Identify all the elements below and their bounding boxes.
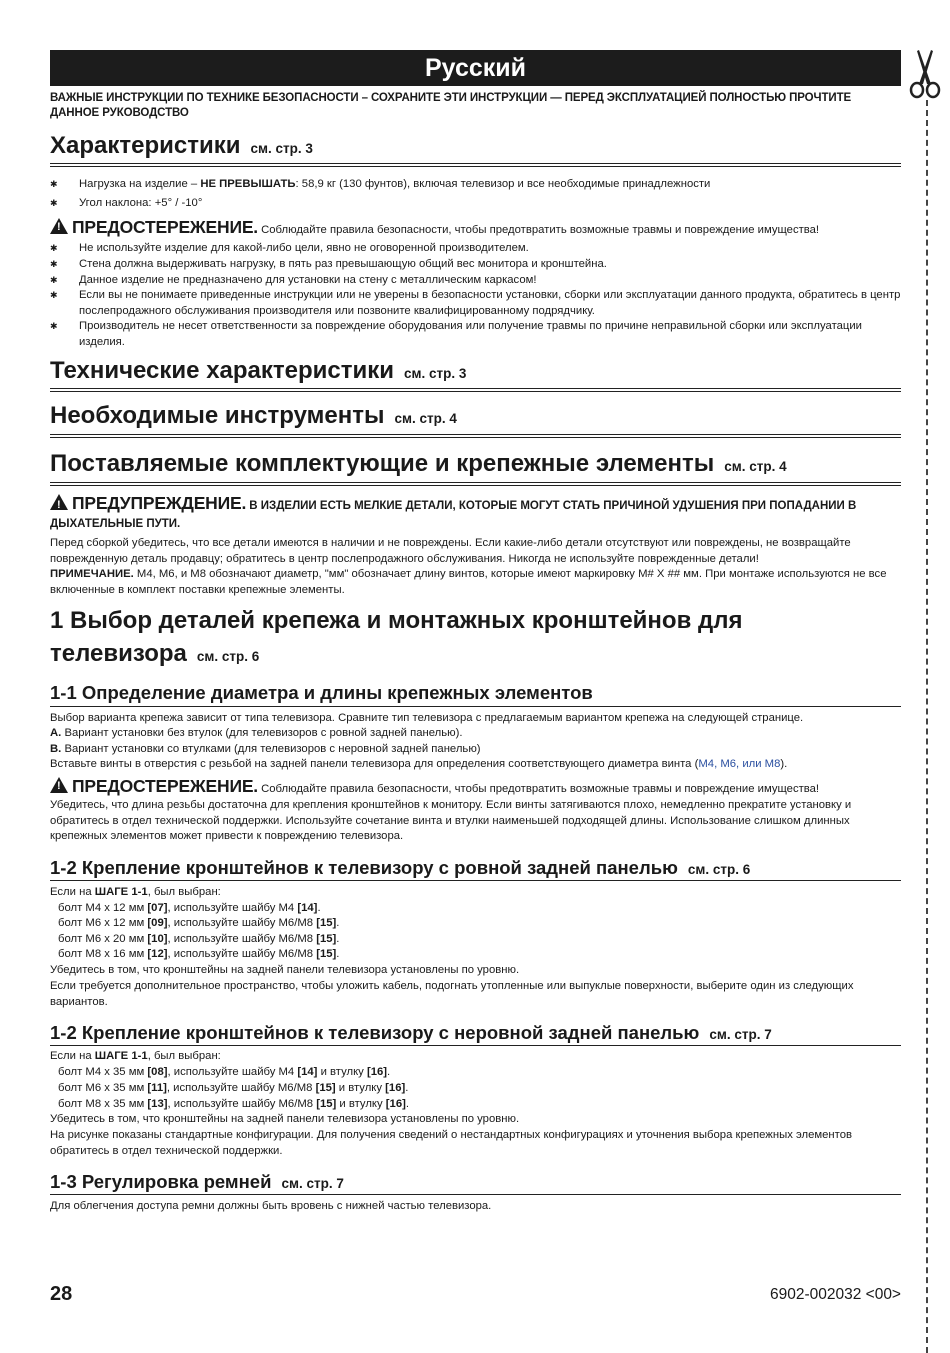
page-ref: см. стр. 4 — [394, 411, 457, 426]
row-end: . — [336, 933, 340, 945]
caution-heading — [50, 218, 901, 239]
document-code: 6902-002032 <00> — [769, 1286, 901, 1303]
if-prefix: Если на — [50, 1050, 95, 1062]
list-item — [50, 288, 901, 319]
bolt-text: болт M6 x 12 мм — [58, 917, 148, 929]
note-block — [50, 567, 901, 598]
option-a-label: A. — [50, 727, 62, 739]
tilt-text: Угол наклона: +5° / -10° — [79, 197, 203, 209]
part-number: [10] — [147, 933, 168, 945]
washer-text: , используйте шайбу M6/M8 — [167, 933, 317, 945]
scissors-icon — [905, 48, 945, 100]
row-end: . — [405, 1098, 410, 1110]
load-bold: НЕ ПРЕВЫШАТЬ — [200, 178, 296, 190]
caution-item: Не используйте изделие для какой-либо цели, явно не оговоренной производителем. — [79, 242, 529, 254]
page-ref: см. стр. 6 — [196, 649, 260, 664]
page-ref: см. стр. 6 — [687, 862, 751, 877]
warning-icon — [50, 218, 68, 234]
list-item — [50, 273, 901, 289]
step1-3-title: 1-3 Регулировка ремней — [50, 1171, 272, 1192]
step1-2a-heading — [50, 857, 901, 881]
bolt-row — [58, 947, 909, 963]
load-prefix: Нагрузка на изделие – — [79, 178, 201, 190]
page-ref: см. стр. 4 — [724, 459, 787, 474]
tools-title: Необходимые инструменты — [50, 402, 385, 429]
list-item — [50, 319, 901, 350]
caution-text: Соблюдайте правила безопасности, чтобы предотвратить возможные травмы и повреждение имущества! — [261, 783, 820, 795]
features-title: Характеристики — [50, 132, 241, 159]
part-number: [13] — [147, 1098, 168, 1110]
option-b-label: B. — [50, 743, 62, 755]
heading-rule — [50, 1045, 901, 1046]
diameter-options: M4, M6, или M8 — [698, 758, 781, 770]
if-prefix: Если на — [50, 886, 95, 898]
row-end: . — [405, 1082, 409, 1094]
spacer-text: и втулку — [335, 1082, 386, 1094]
page-ref: см. стр. 7 — [709, 1027, 772, 1042]
language-banner: Русский — [50, 50, 901, 86]
bullet-icon: ✱ — [50, 179, 58, 189]
part-number: [16] — [385, 1098, 406, 1110]
if-suffix: , был выбран: — [147, 1050, 221, 1062]
insert-instruction — [50, 757, 901, 773]
caution-label: ПРЕДОСТЕРЕЖЕНИЕ. — [72, 217, 258, 237]
page-number: 28 — [50, 1283, 73, 1305]
washer-text: , используйте шайбу M6/M8 — [167, 948, 317, 960]
bolt-text: болт M4 x 12 мм — [58, 902, 148, 914]
option-a — [50, 726, 901, 742]
list-item — [50, 196, 901, 212]
part-number: [16] — [366, 1066, 388, 1078]
caution-item: Если вы не понимаете приведенные инструкции или не уверены в безопасности установки, сборки или эксплуатации данного продукта, обратитесь в центр послепродажного обслуживания производителя или позвоните квалифицированному подрядчику. — [79, 289, 901, 317]
if-suffix: , был выбран: — [147, 886, 221, 898]
part-number: [14] — [297, 902, 318, 914]
note-text: M4, M6, и M8 обозначают диаметр, "мм" обозначает длину винтов, которые имеют маркировку M# X ## мм. При монтаже используются не все включенные в комплект поставки крепежные элементы. — [50, 568, 887, 596]
step1-2b-title: 1-2 Крепление кронштейнов к телевизору с неровной задней панелью — [50, 1022, 700, 1043]
part-number: [15] — [316, 917, 337, 929]
step1-1-heading: 1-1 Определение диаметра и длины крепежных элементов — [50, 682, 593, 703]
step1-2a-title: 1-2 Крепление кронштейнов к телевизору с ровной задней панелью — [50, 857, 678, 878]
step1-title-line2: телевизора — [50, 640, 187, 667]
part-number: [11] — [147, 1082, 167, 1094]
part-number: [08] — [147, 1066, 168, 1078]
warning-icon — [50, 494, 68, 510]
step1-1-intro: Выбор варианта крепежа зависит от типа телевизора. Сравните тип телевизора с предлагаемым вариантом крепежа на следующей странице. — [50, 712, 804, 724]
if-selected — [50, 1049, 901, 1065]
row-end: . — [336, 917, 340, 929]
spacer-text: и втулку — [317, 1066, 367, 1078]
bolt-text: болт M8 x 35 мм — [58, 1098, 148, 1110]
bullet-icon: ✱ — [50, 243, 58, 253]
list-item — [50, 177, 901, 193]
row-end: . — [387, 1066, 391, 1078]
tools-heading — [50, 402, 901, 433]
step1-heading — [50, 604, 901, 673]
bullet-icon: ✱ — [50, 290, 58, 300]
heading-rule — [50, 706, 901, 707]
part-number: [15] — [315, 1082, 336, 1094]
bolt-text: болт M6 x 35 мм — [58, 1082, 148, 1094]
step1-3-heading — [50, 1171, 901, 1195]
step-ref: ШАГЕ 1-1 — [94, 886, 148, 898]
warning-text: В ИЗДЕЛИИ ЕСТЬ МЕЛКИЕ ДЕТАЛИ, КОТОРЫЕ МОГУТ СТАТЬ ПРИЧИНОЙ УДУШЕНИЯ ПРИ ПОПАДАНИИ В ДЫХАТЕЛЬНЫЕ ПУТИ. — [50, 500, 857, 530]
bullet-icon: ✱ — [50, 198, 58, 208]
bolt-text: болт M6 x 20 мм — [58, 933, 148, 945]
insert-end: ). — [780, 758, 788, 770]
part-number: [09] — [147, 917, 168, 929]
part-number: [16] — [385, 1082, 406, 1094]
strap-note: Для облегчения доступа ремни должны быть вровень с нижней частью телевизора. — [50, 1200, 492, 1212]
warning-block — [50, 494, 901, 533]
washer-text: , используйте шайбу M6/M8 — [167, 1098, 317, 1110]
bolt-row — [58, 901, 909, 917]
part-number: [14] — [297, 1066, 318, 1078]
caution-heading — [50, 777, 901, 798]
washer-text: , используйте шайбу M4 — [167, 902, 298, 914]
spacer-text: и втулку — [336, 1098, 386, 1110]
part-number: [12] — [147, 948, 168, 960]
page-ref: см. стр. 3 — [404, 366, 467, 381]
page-ref: см. стр. 3 — [250, 141, 313, 156]
step1-2b-heading — [50, 1022, 901, 1046]
part-number: [15] — [316, 933, 337, 945]
heading-rule — [50, 388, 901, 392]
part-number: [15] — [316, 1098, 337, 1110]
bullet-icon: ✱ — [50, 259, 58, 269]
bolt-row — [58, 916, 909, 932]
washer-text: , используйте шайбу M6/M8 — [167, 917, 317, 929]
heading-rule — [50, 880, 901, 881]
caution-label: ПРЕДОСТЕРЕЖЕНИЕ. — [72, 776, 258, 796]
option-b — [50, 742, 901, 758]
bullet-icon: ✱ — [50, 321, 58, 331]
load-rest: : 58,9 кг (130 фунтов), включая телевизор и все необходимые принадлежности — [295, 178, 711, 190]
caution-body: Убедитесь, что длина резьбы достаточна для крепления кронштейнов к монитору. Если винты затягиваются плохо, немедленно прекратите установку и обратитесь в отдел технической поддержки. Используйте сочетание винта и втулки наименьшей подходящей длины. Использование слишком длинных крепежных элементов может привести к повреждению телевизора. — [50, 799, 852, 843]
figure-note: На рисунке показаны стандартные конфигурации. Для получения сведений о нестандартных конфигурациях и уточнения выбора крепежных элементов обратитесь в отдел технической поддержки. — [50, 1129, 852, 1157]
option-a-text: Вариант установки без втулок (для телевизоров с ровной задней панелью). — [61, 727, 463, 739]
heading-rule — [50, 163, 901, 167]
list-item — [50, 241, 901, 257]
insert-text: Вставьте винты в отверстия с резьбой на задней панели телевизора для определения соответствующего диаметра винта ( — [50, 758, 699, 770]
step1-title-line1: 1 Выбор деталей крепежа и монтажных кронштейнов для — [50, 607, 743, 634]
caution-item: Данное изделие не предназначено для установки на стену с металлическим каркасом! — [79, 274, 537, 286]
tech-specs-title: Технические характеристики — [50, 357, 395, 384]
part-number: [07] — [147, 902, 168, 914]
row-end: . — [317, 902, 321, 914]
cut-line — [926, 100, 928, 1353]
option-b-text: Вариант установки со втулками (для телевизоров с неровной задней панелью) — [61, 743, 481, 755]
part-number: [15] — [316, 948, 337, 960]
row-end: . — [336, 948, 340, 960]
note-label: ПРИМЕЧАНИЕ. — [50, 568, 134, 580]
bolt-row — [58, 1065, 909, 1081]
supplied-heading — [50, 450, 901, 481]
bolt-text: болт M8 x 16 мм — [58, 948, 148, 960]
bolt-row — [58, 1081, 909, 1097]
level-note: Убедитесь в том, что кронштейны на задней панели телевизора установлены по уровню. — [50, 964, 520, 976]
features-heading — [50, 132, 901, 163]
caution-item: Производитель не несет ответственности за повреждение оборудования или получение травмы по причине неправильной сборки или эксплуатации изделия. — [79, 320, 862, 348]
bullet-icon: ✱ — [50, 275, 58, 285]
heading-rule — [50, 482, 901, 486]
warning-icon — [50, 777, 68, 793]
level-note: Убедитесь в том, что кронштейны на задней панели телевизора установлены по уровню. — [50, 1113, 520, 1125]
warning-body: Перед сборкой убедитесь, что все детали имеются в наличии и не повреждены. Если какие-либо детали отсутствуют или повреждены, не возвращайте поврежденную деталь продавцу; обратитесь в центр послепродажного обслуживания. Никогда не используйте поврежденные детали! — [50, 537, 851, 565]
washer-text: , используйте шайбу M6/M8 — [166, 1082, 316, 1094]
warning-label: ПРЕДУПРЕЖДЕНИЕ. — [72, 493, 247, 513]
if-selected — [50, 885, 901, 901]
washer-text: , используйте шайбу M4 — [167, 1066, 298, 1078]
page-ref: см. стр. 7 — [281, 1176, 344, 1191]
tech-specs-heading — [50, 357, 901, 388]
list-item — [50, 257, 901, 273]
bolt-row — [58, 1097, 909, 1113]
caution-item: Стена должна выдерживать нагрузку, в пять раз превышающую общий вес монитора и кронштейна. — [79, 258, 607, 270]
heading-rule — [50, 434, 901, 438]
step-ref: ШАГЕ 1-1 — [94, 1050, 148, 1062]
supplied-title: Поставляемые комплектующие и крепежные элементы — [50, 450, 715, 477]
bolt-row — [58, 932, 909, 948]
heading-rule — [50, 1194, 901, 1195]
bolt-text: болт M4 x 35 мм — [58, 1066, 148, 1078]
extra-space-note: Если требуется дополнительное пространство, чтобы уложить кабель, подогнать утопленные или выпуклые поверхности, выберите один из следующих вариантов. — [50, 980, 854, 1008]
caution-text: Соблюдайте правила безопасности, чтобы предотвратить возможные травмы и повреждение имущества! — [261, 224, 820, 236]
safety-note: ВАЖНЫЕ ИНСТРУКЦИИ ПО ТЕХНИКЕ БЕЗОПАСНОСТИ – СОХРАНИТЕ ЭТИ ИНСТРУКЦИИ — ПЕРЕД ЭКСПЛУАТАЦИЕЙ ПОЛНОСТЬЮ ПРОЧТИТЕ ДАННОЕ РУКОВОДСТВО — [50, 92, 852, 119]
